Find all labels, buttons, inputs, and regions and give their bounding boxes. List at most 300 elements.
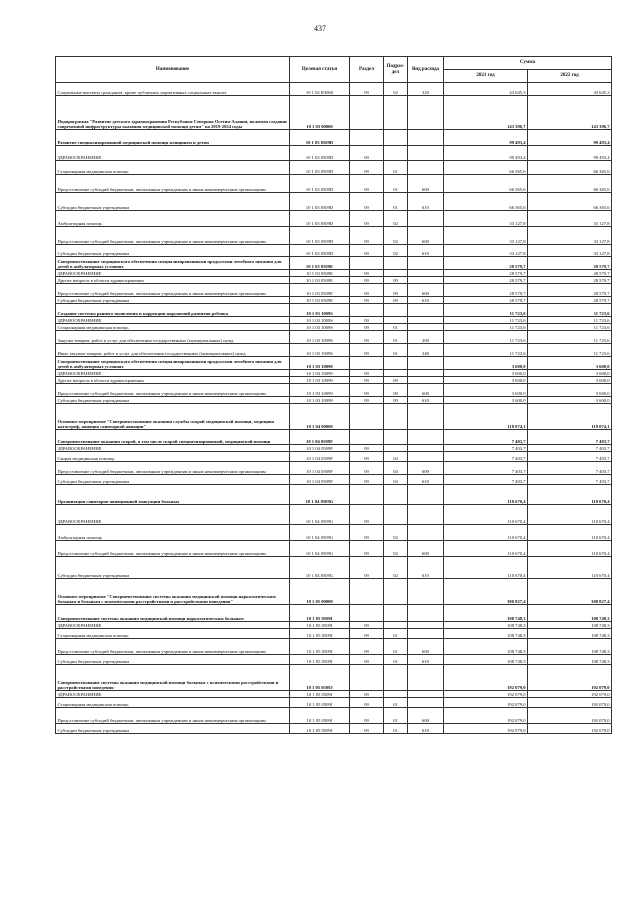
row-target-code: 10 1 03 0509D [290, 227, 350, 245]
row-expense-kind [408, 525, 444, 541]
row-subsection [384, 505, 408, 525]
row-expense-kind [408, 629, 444, 639]
row-expense-kind [408, 691, 444, 698]
row-section [350, 579, 384, 605]
row-sum-2022: 108 748,3 [528, 605, 612, 622]
row-sum-2021: 28 579,7 [444, 297, 528, 304]
row-sum-2021: 7 403,7 [444, 445, 528, 452]
row-section: 09 [350, 525, 384, 541]
row-section [350, 357, 384, 370]
row-subsection [384, 404, 408, 430]
row-expense-kind: 610 [408, 475, 444, 485]
row-sum-2021: 108 748,3 [444, 622, 528, 629]
row-target-code: 10 1 03 0509D [290, 130, 350, 146]
table-row [56, 193, 612, 211]
row-sum-2021: 11 723,6 [444, 304, 528, 317]
header-section: Раздел [350, 57, 384, 83]
row-sum-2022: 110 670,4 [528, 541, 612, 557]
row-target-code: 10 1 05 0509J [290, 724, 350, 734]
row-expense-kind [408, 304, 444, 317]
table-row [56, 505, 612, 525]
row-name: Совершенствование системы оказания медицинской помощи наркологическим больным [56, 605, 290, 622]
row-name: Совершенствование оказания скорой, в том числе скорой специализированной, медицинской помощи [56, 430, 290, 445]
row-target-code: 10 1 04 0509F [290, 430, 350, 445]
row-name: Предоставление субсидий бюджетным, автономным учреждениям и иным некоммерческим организациям [56, 384, 290, 397]
row-expense-kind [408, 317, 444, 324]
row-subsection [384, 270, 408, 277]
row-sum-2021: 192 079,0 [444, 708, 528, 724]
row-expense-kind: 600 [408, 639, 444, 655]
row-sum-2022: 33 127,8 [528, 245, 612, 257]
table-row [56, 161, 612, 175]
row-subsection [384, 691, 408, 698]
row-section: 09 [350, 83, 384, 96]
row-subsection: 09 [384, 397, 408, 404]
row-section: 09 [350, 297, 384, 304]
row-name: Субсидии бюджетным учреждениям [56, 724, 290, 734]
table-row [56, 622, 612, 629]
table-row [56, 541, 612, 557]
table-row [56, 557, 612, 579]
row-section: 09 [350, 277, 384, 284]
table-row [56, 370, 612, 377]
row-subsection: 01 [384, 698, 408, 708]
row-target-code: 10 1 03 0509E [290, 270, 350, 277]
table-row [56, 579, 612, 605]
row-target-code: 10 1 04 0509G [290, 525, 350, 541]
row-subsection: 09 [384, 377, 408, 384]
row-target-code: 10 1 05 00000 [290, 579, 350, 605]
row-section: 09 [350, 445, 384, 452]
row-section: 09 [350, 639, 384, 655]
row-section: 09 [350, 452, 384, 462]
header-kind: Вид расхода [408, 57, 444, 83]
row-subsection: 04 [384, 452, 408, 462]
row-name: Стационарная медицинская помощь [56, 629, 290, 639]
row-sum-2022: 3 600,0 [528, 397, 612, 404]
row-section: 09 [350, 698, 384, 708]
table-row [56, 83, 612, 96]
row-subsection: 02 [384, 541, 408, 557]
table-row [56, 691, 612, 698]
table-row [56, 639, 612, 655]
row-sum-2022: 7 403,7 [528, 452, 612, 462]
row-sum-2021: 3 600,0 [444, 357, 528, 370]
row-target-code: 10 1 04 00000 [290, 404, 350, 430]
table-row [56, 357, 612, 370]
row-expense-kind [408, 270, 444, 277]
row-expense-kind [408, 377, 444, 384]
row-section: 09 [350, 541, 384, 557]
row-name: Стационарная медицинская помощь [56, 324, 290, 331]
table-row [56, 485, 612, 505]
row-subsection [384, 96, 408, 130]
row-target-code: 10 1 03 0509D [290, 146, 350, 161]
row-name: Предоставление субсидий бюджетным, автономным учреждениям и иным некоммерческим организациям [56, 639, 290, 655]
row-target-code: 10 1 03 10099 [290, 377, 350, 384]
row-target-code: 10 1 03 10099 [290, 384, 350, 397]
row-expense-kind: 610 [408, 724, 444, 734]
row-sum-2021: 33 127,8 [444, 245, 528, 257]
row-name: Субсидии бюджетным учреждениям [56, 397, 290, 404]
row-name: ЗДРАВООХРАНЕНИЕ [56, 445, 290, 452]
row-subsection: 01 [384, 708, 408, 724]
row-name: ЗДРАВООХРАНЕНИЕ [56, 317, 290, 324]
row-expense-kind: 600 [408, 284, 444, 297]
row-sum-2021: 110 670,4 [444, 485, 528, 505]
table-row [56, 245, 612, 257]
row-target-code: 10 1 03 0509E [290, 284, 350, 297]
row-name: ЗДРАВООХРАНЕНИЕ [56, 691, 290, 698]
row-section: 09 [350, 270, 384, 277]
row-sum-2022: 118 074,1 [528, 404, 612, 430]
row-sum-2022: 108 748,3 [528, 639, 612, 655]
row-sum-2021: 11 723,6 [444, 317, 528, 324]
row-sum-2022: 108 748,3 [528, 629, 612, 639]
table-row [56, 277, 612, 284]
row-subsection [384, 146, 408, 161]
row-sum-2021: 110 670,4 [444, 557, 528, 579]
row-expense-kind: 600 [408, 384, 444, 397]
row-target-code: 10 1 03 1009S [290, 317, 350, 324]
row-name: ЗДРАВООХРАНЕНИЕ [56, 270, 290, 277]
row-sum-2022: 143 396,7 [528, 96, 612, 130]
row-section: 09 [350, 384, 384, 397]
row-expense-kind: 600 [408, 541, 444, 557]
table-row [56, 227, 612, 245]
row-expense-kind: 600 [408, 708, 444, 724]
row-subsection: 01 [384, 629, 408, 639]
row-sum-2022: 108 748,3 [528, 622, 612, 629]
row-subsection: 04 [384, 475, 408, 485]
row-name: Предоставление субсидий бюджетным, автономным учреждениям и иным некоммерческим организациям [56, 227, 290, 245]
header-sums: Сумма [444, 57, 612, 70]
row-section: 09 [350, 331, 384, 344]
table-row [56, 445, 612, 452]
row-expense-kind [408, 146, 444, 161]
row-section: 09 [350, 175, 384, 193]
row-sum-2022: 3 600,0 [528, 370, 612, 377]
row-section [350, 404, 384, 430]
table-row [56, 475, 612, 485]
row-name: Совершенствование медицинского обеспечения специализированными продуктами лечебного питания для детей в амбулаторных условиях [56, 357, 290, 370]
row-section: 09 [350, 284, 384, 297]
row-sum-2022: 28 579,7 [528, 270, 612, 277]
row-expense-kind: 600 [408, 462, 444, 475]
row-name: Создание системы раннего выявления и коррекции нарушений развития ребенка [56, 304, 290, 317]
row-sum-2021: 192 079,0 [444, 665, 528, 691]
row-expense-kind: 610 [408, 297, 444, 304]
row-section [350, 96, 384, 130]
row-sum-2022: 28 579,7 [528, 284, 612, 297]
row-sum-2022: 11 723,6 [528, 344, 612, 357]
row-sum-2022: 11 723,6 [528, 317, 612, 324]
row-target-code: 10 1 03 0509D [290, 193, 350, 211]
row-sum-2021: 3 600,0 [444, 397, 528, 404]
row-name: Предоставление субсидий бюджетным, автономным учреждениям и иным некоммерческим организациям [56, 284, 290, 297]
row-subsection: 09 [384, 284, 408, 297]
row-section: 09 [350, 344, 384, 357]
row-name: Другие вопросы в области здравоохранения [56, 277, 290, 284]
row-expense-kind [408, 605, 444, 622]
row-subsection [384, 430, 408, 445]
row-expense-kind [408, 96, 444, 130]
row-name: Стационарная медицинская помощь [56, 161, 290, 175]
row-section: 09 [350, 724, 384, 734]
row-sum-2021: 11 723,6 [444, 331, 528, 344]
header-subsection: Подраз-дел [384, 57, 408, 83]
row-sum-2021: 11 723,6 [444, 324, 528, 331]
row-sum-2022: 300 827,4 [528, 579, 612, 605]
row-sum-2021: 33 127,8 [444, 227, 528, 245]
row-sum-2022: 66 365,6 [528, 193, 612, 211]
row-name: Субсидии бюджетным учреждениям [56, 297, 290, 304]
row-subsection: 02 [384, 211, 408, 227]
row-section: 09 [350, 629, 384, 639]
row-name: Амбулаторная помощь [56, 525, 290, 541]
table-row [56, 655, 612, 665]
row-sum-2021: 66 365,6 [444, 193, 528, 211]
table-row [56, 698, 612, 708]
row-sum-2022: 192 079,0 [528, 698, 612, 708]
row-name: Предоставление субсидий бюджетным, автономным учреждениям и иным некоммерческим организациям [56, 708, 290, 724]
row-target-code: 10 1 03 0509E [290, 257, 350, 270]
row-expense-kind [408, 665, 444, 691]
row-subsection [384, 257, 408, 270]
table-row [56, 331, 612, 344]
row-expense-kind [408, 257, 444, 270]
row-subsection: 01 [384, 331, 408, 344]
header-year-2022: 2022 год [528, 70, 612, 83]
row-target-code: 10 1 05 0509I [290, 622, 350, 629]
row-name: Закупка товаров, работ и услуг для обеспечения государственных (муниципальных) нужд [56, 331, 290, 344]
row-subsection: 01 [384, 724, 408, 734]
row-section: 09 [350, 227, 384, 245]
row-sum-2022: 43 645,3 [528, 83, 612, 96]
row-subsection: 01 [384, 324, 408, 331]
row-target-code: 10 1 03 1009S [290, 324, 350, 331]
row-subsection: 01 [384, 639, 408, 655]
row-section [350, 257, 384, 270]
row-sum-2022: 110 670,4 [528, 485, 612, 505]
row-section: 09 [350, 161, 384, 175]
table-row [56, 284, 612, 297]
row-name: Развитие специализированной медицинской помощи женщинам и детям [56, 130, 290, 146]
row-sum-2021: 66 365,6 [444, 161, 528, 175]
row-target-code: 10 1 03 0509E [290, 297, 350, 304]
row-subsection: 02 [384, 83, 408, 96]
row-target-code: 10 1 03 1009S [290, 344, 350, 357]
table-row [56, 344, 612, 357]
row-expense-kind: 320 [408, 83, 444, 96]
row-section: 09 [350, 462, 384, 475]
row-sum-2022: 192 079,0 [528, 665, 612, 691]
row-section: 09 [350, 475, 384, 485]
row-subsection [384, 605, 408, 622]
table-row [56, 324, 612, 331]
row-subsection [384, 130, 408, 146]
table-row [56, 404, 612, 430]
row-expense-kind [408, 130, 444, 146]
row-target-code: 10 1 04 0509F [290, 445, 350, 452]
row-target-code: 10 1 04 0509G [290, 557, 350, 579]
row-sum-2021: 99 493,4 [444, 130, 528, 146]
row-target-code: 10 1 04 0509F [290, 462, 350, 475]
row-subsection: 09 [384, 297, 408, 304]
row-subsection: 09 [384, 384, 408, 397]
table-row [56, 665, 612, 691]
row-section: 09 [350, 211, 384, 227]
row-target-code: 10 1 05 0509J [290, 708, 350, 724]
row-expense-kind: 610 [408, 397, 444, 404]
row-subsection: 01 [384, 344, 408, 357]
table-row [56, 605, 612, 622]
row-expense-kind [408, 452, 444, 462]
table-row [56, 462, 612, 475]
row-sum-2022: 110 670,4 [528, 505, 612, 525]
row-subsection [384, 357, 408, 370]
row-subsection [384, 665, 408, 691]
row-target-code: 10 1 03 10099 [290, 397, 350, 404]
row-expense-kind [408, 485, 444, 505]
table-row [56, 708, 612, 724]
row-sum-2021: 300 827,4 [444, 579, 528, 605]
table-row [56, 175, 612, 193]
row-subsection [384, 304, 408, 317]
table-row [56, 96, 612, 130]
row-sum-2021: 3 600,0 [444, 384, 528, 397]
row-name: Основное мероприятие "Совершенствование системы оказания медицинской помощи наркологическим больным и больным с психическими расстройствами и расстройствами поведения" [56, 579, 290, 605]
row-name: Субсидии бюджетным учреждениям [56, 193, 290, 211]
row-sum-2021: 66 365,6 [444, 175, 528, 193]
row-name: ЗДРАВООХРАНЕНИЕ [56, 370, 290, 377]
row-name: Амбулаторная помощь [56, 211, 290, 227]
row-subsection: 02 [384, 557, 408, 579]
row-section: 09 [350, 193, 384, 211]
row-subsection: 02 [384, 227, 408, 245]
row-name: Субсидии бюджетным учреждениям [56, 245, 290, 257]
row-sum-2021: 118 074,1 [444, 404, 528, 430]
row-sum-2021: 3 600,0 [444, 377, 528, 384]
row-section [350, 605, 384, 622]
row-section: 09 [350, 655, 384, 665]
row-name: ЗДРАВООХРАНЕНИЕ [56, 622, 290, 629]
row-sum-2021: 108 748,3 [444, 629, 528, 639]
row-section [350, 430, 384, 445]
row-name: Социальные выплаты гражданам, кроме публичных нормативных социальных выплат [56, 83, 290, 96]
row-target-code: 10 1 05 0509I [290, 639, 350, 655]
row-subsection [384, 579, 408, 605]
row-expense-kind [408, 277, 444, 284]
header-year-2021: 2021 год [444, 70, 528, 83]
row-section: 09 [350, 691, 384, 698]
table-header [56, 57, 612, 83]
row-name: Организация санитарно-авиационной эвакуации больных [56, 485, 290, 505]
row-section: 09 [350, 317, 384, 324]
row-sum-2022: 192 079,0 [528, 691, 612, 698]
row-expense-kind [408, 161, 444, 175]
page-number: 437 [314, 24, 326, 33]
table-row [56, 211, 612, 227]
row-sum-2022: 66 365,6 [528, 161, 612, 175]
row-sum-2021: 7 403,7 [444, 430, 528, 445]
row-sum-2021: 192 079,0 [444, 698, 528, 708]
row-sum-2022: 108 748,3 [528, 655, 612, 665]
row-name: Подпрограмма "Развитие детского здравоохранения Республики Северная Осетия-Алания, включая создание современной инфраструктуры оказания медицинской помощи детям" на 2019-2024 годы [56, 96, 290, 130]
row-sum-2022: 99 493,4 [528, 130, 612, 146]
row-sum-2021: 28 579,7 [444, 270, 528, 277]
row-sum-2021: 192 079,0 [444, 691, 528, 698]
row-section [350, 304, 384, 317]
row-sum-2021: 7 403,7 [444, 452, 528, 462]
row-expense-kind [408, 698, 444, 708]
row-section [350, 130, 384, 146]
row-sum-2022: 7 403,7 [528, 445, 612, 452]
row-target-code: 10 1 02 R3860 [290, 83, 350, 96]
row-sum-2021: 7 403,7 [444, 462, 528, 475]
row-sum-2022: 11 723,6 [528, 324, 612, 331]
row-sum-2022: 33 127,8 [528, 227, 612, 245]
row-section [350, 485, 384, 505]
row-subsection [384, 317, 408, 324]
row-sum-2022: 28 579,7 [528, 257, 612, 270]
table-row [56, 257, 612, 270]
row-expense-kind: 240 [408, 344, 444, 357]
row-sum-2022: 7 403,7 [528, 430, 612, 445]
table-row [56, 304, 612, 317]
row-sum-2021: 110 670,4 [444, 541, 528, 557]
row-name: ЗДРАВООХРАНЕНИЕ [56, 146, 290, 161]
row-subsection [384, 622, 408, 629]
row-expense-kind [408, 324, 444, 331]
row-subsection: 01 [384, 161, 408, 175]
row-target-code: 10 1 04 0509F [290, 452, 350, 462]
row-target-code: 10 1 03 0509D [290, 211, 350, 227]
row-sum-2021: 7 403,7 [444, 475, 528, 485]
table-row [56, 270, 612, 277]
row-expense-kind: 610 [408, 245, 444, 257]
row-section: 09 [350, 377, 384, 384]
row-name: Предоставление субсидий бюджетным, автономным учреждениям и иным некоммерческим организациям [56, 462, 290, 475]
row-target-code: 10 1 03 0509D [290, 245, 350, 257]
table-row [56, 130, 612, 146]
table-row [56, 525, 612, 541]
row-target-code: 10 1 03 0509E [290, 277, 350, 284]
row-sum-2021: 11 723,6 [444, 344, 528, 357]
row-section [350, 665, 384, 691]
row-subsection [384, 485, 408, 505]
row-sum-2022: 28 579,7 [528, 297, 612, 304]
row-sum-2021: 33 127,8 [444, 211, 528, 227]
row-target-code: 10 1 04 0509G [290, 485, 350, 505]
table-row [56, 317, 612, 324]
table-row [56, 430, 612, 445]
row-sum-2022: 110 670,4 [528, 557, 612, 579]
row-target-code: 10 1 05 0509J [290, 691, 350, 698]
row-subsection: 02 [384, 525, 408, 541]
row-sum-2021: 108 748,3 [444, 655, 528, 665]
row-target-code: 10 1 03 1009S [290, 331, 350, 344]
row-sum-2021: 3 600,0 [444, 370, 528, 377]
row-sum-2022: 110 670,4 [528, 525, 612, 541]
row-expense-kind [408, 505, 444, 525]
row-subsection: 01 [384, 193, 408, 211]
row-target-code: 10 1 03 10099 [290, 357, 350, 370]
row-sum-2021: 143 396,7 [444, 96, 528, 130]
row-section: 09 [350, 708, 384, 724]
row-expense-kind [408, 579, 444, 605]
row-subsection: 01 [384, 175, 408, 193]
